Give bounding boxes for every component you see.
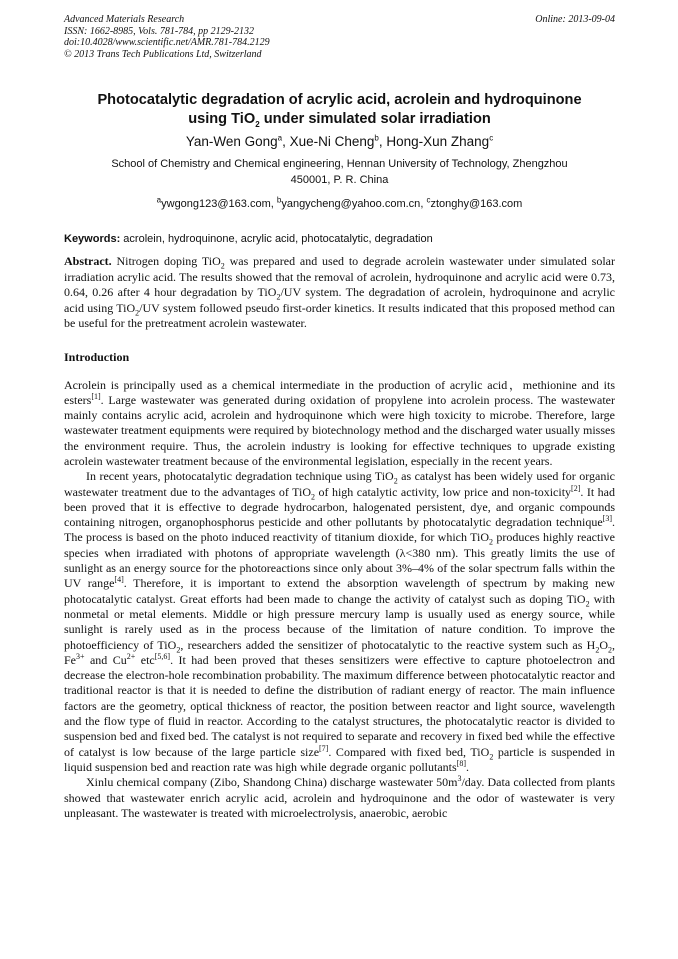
author-name: Xue-Ni Cheng xyxy=(289,134,375,149)
online-date: Online: 2013-09-04 xyxy=(535,14,615,25)
keywords-text: acrolein, hydroquinone, acrylic acid, photocatalytic, degradation xyxy=(120,233,433,245)
email-list: $^a$ywgong123@163.com, $^b$yangycheng@yahoo.com.cn, $^c$ztonghy@163.com xyxy=(156,195,523,210)
journal-name: Advanced Materials Research xyxy=(64,14,185,25)
title-line-1: Photocatalytic degradation of acrylic acid, acrolein and hydroquinone xyxy=(97,92,582,108)
citation[interactable]: [8] xyxy=(456,758,467,768)
author-list: Yan-Wen Gong$^a$, Xue-Ni Cheng$^b$, Hong-Xun Zhang$^c$ xyxy=(185,133,494,149)
paragraph: Acrolein is principally used as a chemical intermediate in the production of acrylic acid，methionine and its esters[1]. Large wastewater was generated during oxidation of propylene into acrolein process. The wastewater mainly contains acrylic acid, acrolein and hydroquinone which were high toxicity to microbe. Therefore, large wastewater treatment equipments were required by biotechnology method and the discharged water usually misses the environment require. Thus, the acrolein industry is looking for effective techniques to upgrade existing acrolein wastewater treatment because of the environmental legislation, especially in the recent years. xyxy=(64,377,615,468)
email-link[interactable]: ywgong123@163.com xyxy=(161,198,271,210)
citation[interactable]: [1] xyxy=(91,391,101,401)
paragraph: Xinlu chemical company (Zibo, Shandong China) discharge wastewater $50m^3$/day. Data collected from plants showed that wastewater enrich acrylic acid, acrolein and hydroquinone and the odor of wastewater is very unpleasant. The wastewater is treated with microelectrolysis, anaerobic, aerobic xyxy=(64,774,615,820)
doi-line: doi:10.4028/www.scientific.net/AMR.781-784.2129 xyxy=(64,37,270,48)
email-link[interactable]: ztonghy@163.com xyxy=(430,198,523,210)
author-name: Yan-Wen Gong xyxy=(185,134,278,149)
section-heading-introduction: Introduction xyxy=(64,349,130,364)
citation[interactable]: [7] xyxy=(319,743,329,753)
author-name: Hong-Xun Zhang xyxy=(386,134,490,149)
citation[interactable]: [2] xyxy=(571,483,581,493)
paper-title xyxy=(64,91,615,129)
abstract-label: Abstract. xyxy=(64,254,112,268)
keywords-label: Keywords: xyxy=(64,233,121,245)
email-link[interactable]: yangycheng@yahoo.com.cn xyxy=(281,198,421,210)
citation[interactable]: [4] xyxy=(114,575,124,585)
issn-line: ISSN: 1662-8985, Vols. 781-784, pp 2129-2132 xyxy=(64,25,254,37)
title-line-2: using TiO$_2$ under simulated solar irradiation xyxy=(188,111,491,129)
paragraph: In recent years, photocatalytic degradation technique using TiO$_2$ as catalyst has been widely used for organic wastewater treatment due to the advantages of TiO$_2$ of high catalytic activity, low price and non-toxicity[2]. It had been proved that it is effective to degrade hydrocarbon, halogenated persistent, dye, and organic compounds containing nitrogen, organophosphorus pesticide and other pollutants by photocatalytic degradation technique[3]. The process is based on the photo induced reactivity of titanium dioxide, for which TiO$_2$ produces highly reactive species when irradiated with photons of appropriate wavelength (λ<380 nm). This greatly limits the use of sunlight as an energy source for the photoreactions since only about 3%–4% of the solar spectrum falls within the UV range[4]. Therefore, it is important to extend the absorption wavelength of spectrum by making new photocatalytic catalyst. Great efforts had been made to change the activity of catalyst such as doping TiO$_2$ with nonmetal or metal elements. Middle or high pressure mercury lamp is usually used as energy source, while sunlight is rarely used as in the process because of the limitation of nature condition. To improve the photoefficiency of TiO$_2$, researchers added the sensitizer of photocatalytic to the reactive system such as $H_2O_2$, $Fe^{3+}$ and $Cu^{2+}$ etc[5,6]. It had been proved that theses sensitizers were effective to capture photoelectron and decrease the electron-hole recombination probability. The maximum difference between photocatalytic reactor and traditional reactor is that it is needed to define the distribution of radiant energy of reactor. The main influence factors are the geometry, optical thickness of reactor, the position between reactor and light source, wavelength and the flow type of fluid in reactor. According to the catalyst structures, the photocatalytic reactor is divided to suspension bed and fixed bed. The catalyst is not required to separate and recovery in fixed bed while the effective of catalyst is low because of the large particle size[7]. Compared with fixed bed, TiO$_2$ particle is suspended in liquid suspension bed and reaction rate was high while degrade organic pollutants[8]. xyxy=(64,469,615,774)
abstract: Abstract. Nitrogen doping TiO$_2$ was prepared and used to degrade acrolein wastewater under simulated solar irradiation acrylic acid. The results showed that the removal of acrolein, hydroquinone and acrylic acid were 0.73, 0.64, 0.26 after 4 hour degradation by TiO$_2$/UV system. The degradation of acrolein, hydroquinone and acrylic acid using TiO$_2$/UV system followed pseudo first-order kinetics. It results indicated that this proposed method can be useful for the pretreatment acrolein wastewater. xyxy=(64,254,615,330)
affiliation: School of Chemistry and Chemical engineering, Hennan University of Technology, Zhengzhou 450001, P. R. China xyxy=(111,158,568,186)
keywords xyxy=(64,232,615,247)
citation[interactable]: [5,6] xyxy=(154,651,171,661)
citation[interactable]: [3] xyxy=(602,514,612,524)
journal-header xyxy=(64,14,615,61)
copyright-line: © 2013 Trans Tech Publications Ltd, Switzerland xyxy=(64,48,262,60)
